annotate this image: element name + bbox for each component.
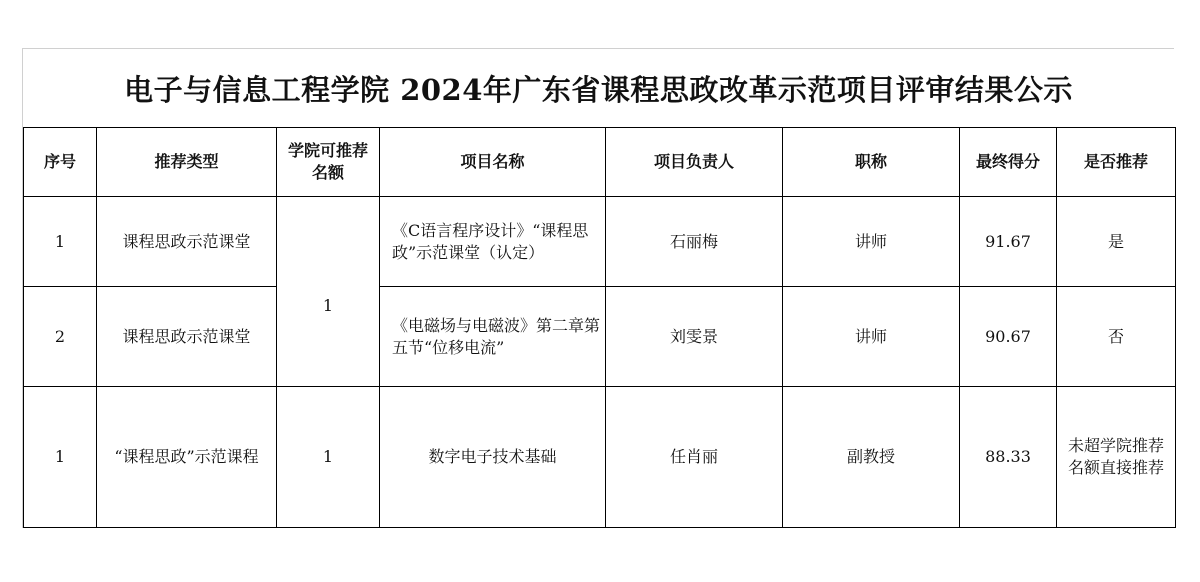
cell-leader: 石丽梅 [606,197,783,287]
results-sheet [22,48,1174,528]
cell-leader: 刘雯景 [606,287,783,387]
header-rank: 职称 [783,128,960,197]
results-table [23,127,1176,528]
cell-type: 课程思政示范课堂 [97,287,277,387]
header-leader: 项目负责人 [606,128,783,197]
cell-project: 《电磁场与电磁波》第二章第五节“位移电流” [380,287,606,387]
cell-score: 88.33 [960,387,1057,528]
page-title: 电子与信息工程学院 2024年广东省课程思政改革示范项目评审结果公示 [124,72,1073,107]
header-score: 最终得分 [960,128,1057,197]
cell-index: 1 [24,387,97,528]
cell-recommended: 未超学院推荐名额直接推荐 [1057,387,1176,528]
cell-quota: 1 [277,197,380,387]
table-row [24,387,1176,528]
cell-rank: 副教授 [783,387,960,528]
header-recommended: 是否推荐 [1057,128,1176,197]
table-row [24,287,1176,387]
cell-rank: 讲师 [783,287,960,387]
cell-type: 课程思政示范课堂 [97,197,277,287]
cell-project: 《C语言程序设计》“课程思政”示范课堂（认定） [380,197,606,287]
cell-index: 2 [24,287,97,387]
cell-recommended: 否 [1057,287,1176,387]
header-quota: 学院可推荐名额 [277,128,380,197]
header-project: 项目名称 [380,128,606,197]
cell-project: 数字电子技术基础 [380,387,606,528]
cell-type: “课程思政”示范课程 [97,387,277,528]
cell-rank: 讲师 [783,197,960,287]
cell-index: 1 [24,197,97,287]
header-index: 序号 [24,128,97,197]
header-type: 推荐类型 [97,128,277,197]
cell-quota: 1 [277,387,380,528]
cell-leader: 任肖丽 [606,387,783,528]
cell-recommended: 是 [1057,197,1176,287]
table-header-row [24,128,1176,197]
cell-score: 90.67 [960,287,1057,387]
table-row [24,197,1176,287]
cell-score: 91.67 [960,197,1057,287]
